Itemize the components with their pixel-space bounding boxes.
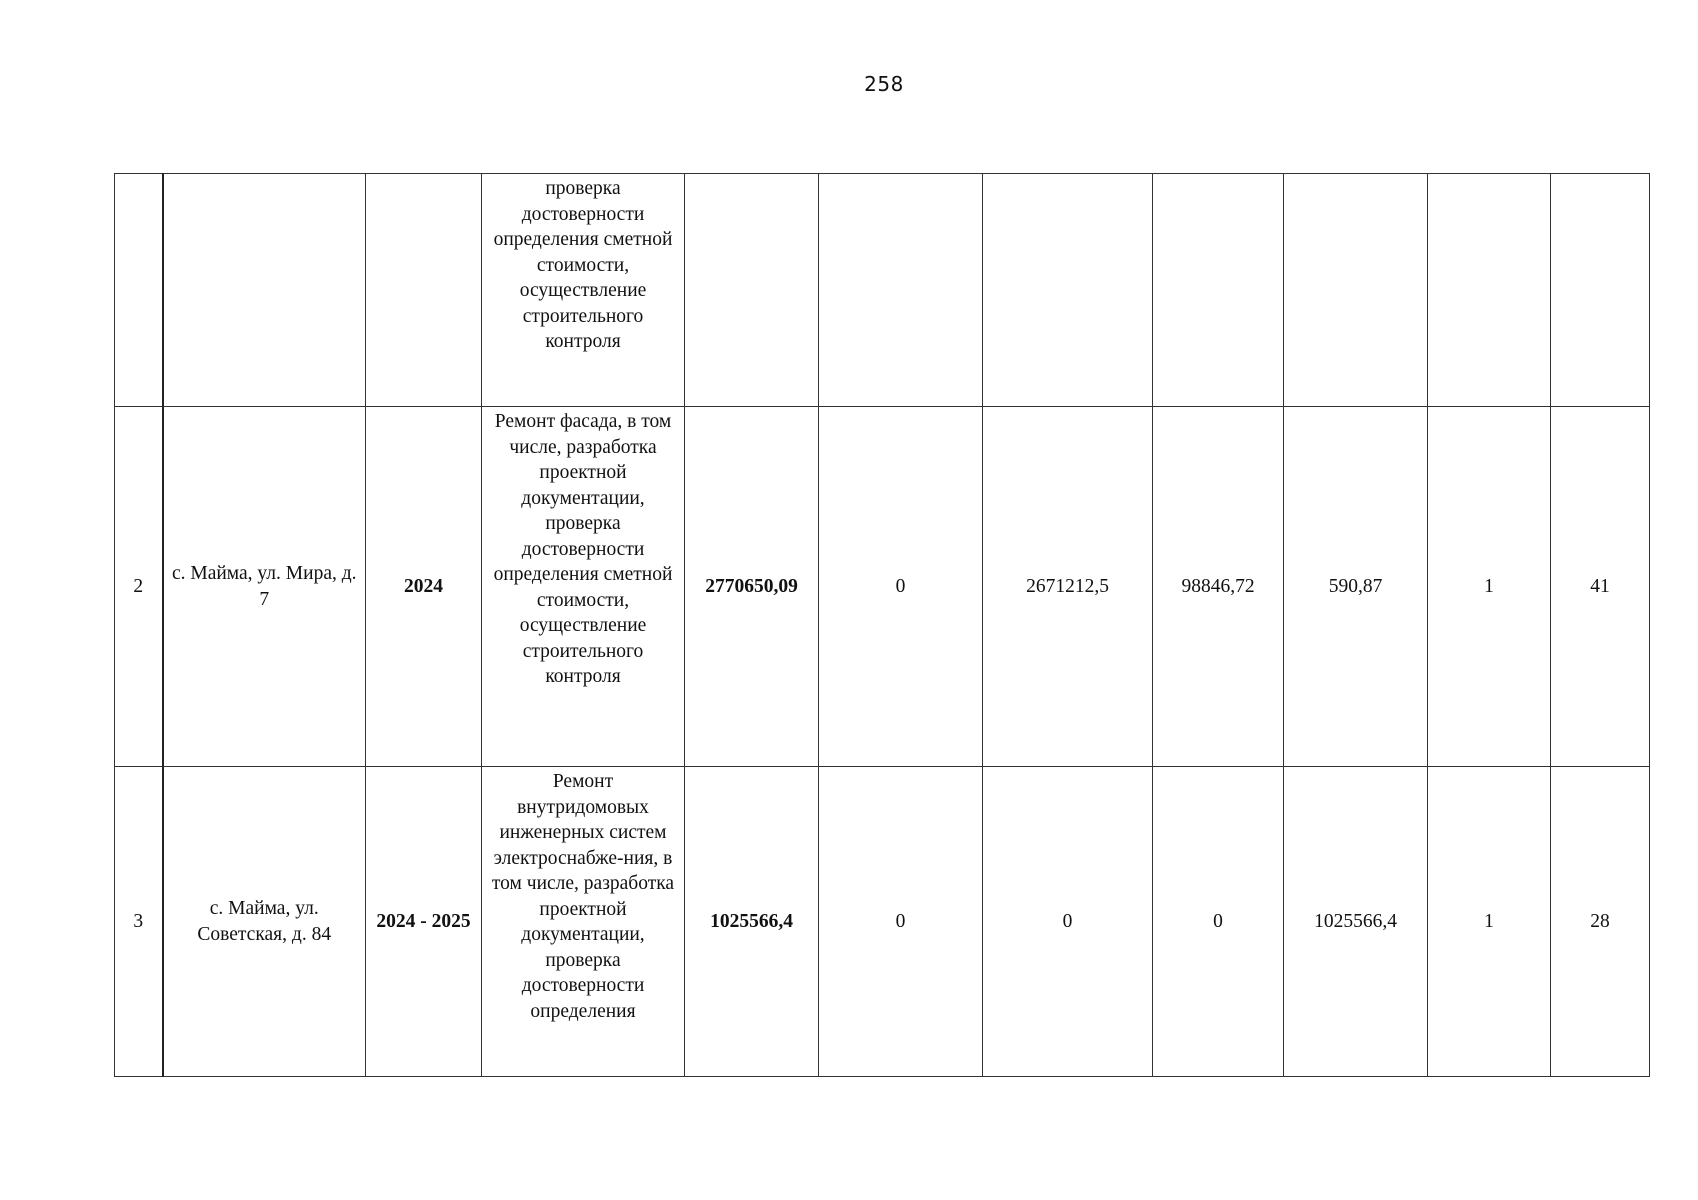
- cell-period: 2024 - 2025: [366, 767, 482, 1077]
- cell-number: 3: [115, 767, 163, 1077]
- cell-col-6: 0: [819, 407, 983, 767]
- cell-col-9: 590,87: [1284, 407, 1428, 767]
- page-number: 258: [864, 72, 904, 96]
- cell-col-11: 41: [1551, 407, 1650, 767]
- cell-col-10: 1: [1428, 767, 1551, 1077]
- cell-number: 2: [115, 407, 163, 767]
- cell-col-8: 98846,72: [1153, 407, 1284, 767]
- table-row: [115, 174, 1650, 407]
- table-row: [115, 767, 1650, 1077]
- cell-work-description: Ремонт фасада, в том числе, разработка проектной документации, проверка достоверности определения сметной стоимости, осуществление строительного контроля: [482, 407, 685, 767]
- cell-col-8: [1153, 174, 1284, 407]
- cell-address: [163, 174, 366, 407]
- cell-col-7: [983, 174, 1153, 407]
- cell-col-10: 1: [1428, 407, 1551, 767]
- cell-total-cost: 2770650,09: [685, 407, 819, 767]
- cell-col-11: [1551, 174, 1650, 407]
- cell-col-6: [819, 174, 983, 407]
- cell-col-9: 1025566,4: [1284, 767, 1428, 1077]
- cell-number: [115, 174, 163, 407]
- cell-col-7: 0: [983, 767, 1153, 1077]
- cell-col-9: [1284, 174, 1428, 407]
- cell-col-8: 0: [1153, 767, 1284, 1077]
- cell-period: [366, 174, 482, 407]
- cell-address: с. Майма, ул. Советская, д. 84: [163, 767, 366, 1077]
- cell-work-description: проверка достоверности определения сметной стоимости, осуществление строительного контроля: [482, 174, 685, 407]
- table-row: [115, 407, 1650, 767]
- cell-col-11: 28: [1551, 767, 1650, 1077]
- cell-address: с. Майма, ул. Мира, д. 7: [163, 407, 366, 767]
- cell-total-cost: [685, 174, 819, 407]
- program-table: [114, 173, 1650, 1077]
- cell-period: 2024: [366, 407, 482, 767]
- cell-work-description: Ремонт внутридомовых инженерных систем электроснабже-ния, в том числе, разработка проектной документации, проверка достоверности определения: [482, 767, 685, 1077]
- cell-col-6: 0: [819, 767, 983, 1077]
- cell-total-cost: 1025566,4: [685, 767, 819, 1077]
- cell-col-7: 2671212,5: [983, 407, 1153, 767]
- cell-col-10: [1428, 174, 1551, 407]
